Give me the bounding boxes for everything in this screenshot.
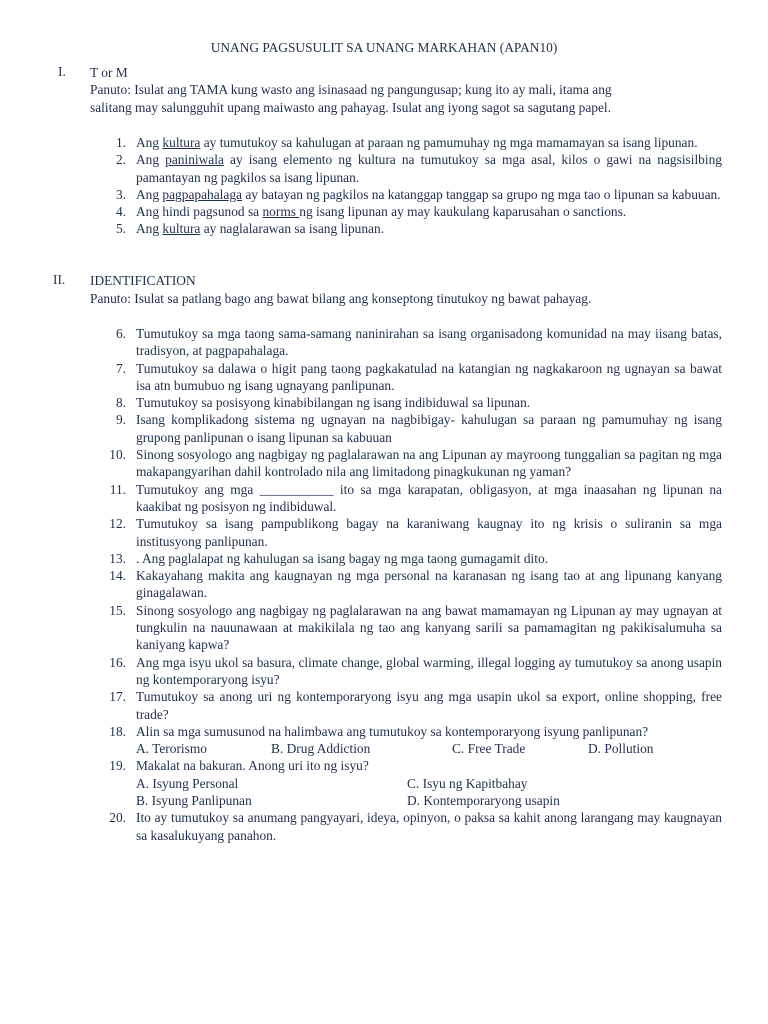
section-1-items — [0, 134, 722, 238]
section-1-heading: T or M — [90, 65, 128, 80]
option-c: C. Free Trade — [452, 741, 526, 757]
section-2-numeral: II. — [53, 272, 66, 287]
option-d: D. Pollution — [588, 741, 654, 757]
item-number: 11. — [109, 481, 126, 497]
option-d: D. Kontemporaryong usapin — [407, 793, 560, 809]
answer-options-row-2 — [136, 792, 722, 809]
list-item: 18. Alin sa mga sumusunod na halimbawa ang tumutukoy sa kontemporaryong isyung panlipunan? A. Terorismo B. Drug Addiction C. Free Trade D. Pollution — [0, 723, 722, 758]
item-number: 1. — [115, 135, 126, 150]
item-number: 2. — [115, 152, 126, 168]
list-item: 19. Makalat na bakuran. Anong uri ito ng isyu? A. Isyung Personal C. Isyu ng Kapitbahay B. Isyung Panlipunan D. Kontemporaryong usapin — [0, 757, 722, 809]
item-number: 16. — [109, 654, 126, 670]
list-item: 7. Tumutukoy sa dalawa o higit pang taong pagkakatulad na katangian ng nagkakaroon ng ugnayan sa bawat isa atn bumubuo ng isang ugnayang panlipunan. — [0, 360, 722, 395]
underlined-term: paniniwala — [165, 152, 224, 168]
option-b: B. Isyung Panlipunan — [136, 793, 252, 809]
list-item: 16. Ang mga isyu ukol sa basura, climate change, global warming, illegal logging ay tumutukoy sa anong usapin ng kontemporaryong isyu? — [0, 654, 722, 689]
option-a: A. Isyung Personal — [136, 775, 239, 791]
section-2-items — [0, 325, 722, 844]
list-item: 9. Isang komplikadong sistema ng ugnayan na nagbibigay- kahulugan sa paraan ng pamumuhay ng isang grupong panlipunan o isang lipunan sa kabuuan — [0, 411, 722, 446]
item-number: 4. — [115, 204, 126, 220]
item-number: 12. — [109, 516, 126, 532]
list-item: 1. Ang kultura ay tumutukoy sa kahulugan at paraan ng pamumuhay ng mga mamamayan sa isang lipunan. — [0, 134, 722, 151]
item-number: 8. — [115, 395, 126, 411]
page-title: UNANG PAGSUSULIT SA UNANG MARKAHAN (APAN10) — [210, 40, 558, 55]
underlined-term: kultura — [162, 135, 201, 150]
list-item: 20. Ito ay tumutukoy sa anumang pangyayari, ideya, opinyon, o paksa sa kahit anong larangang may kaugnayan sa kasalukuyang panahon. — [0, 809, 722, 844]
item-number: 15. — [109, 602, 126, 618]
list-item: 3. Ang pagpapahalaga ay batayan ng pagkilos na katanggap tanggap sa grupo ng mga tao o lipunan sa kabuuan. — [0, 186, 722, 203]
item-number: 9. — [115, 412, 126, 428]
item-number: 10. — [109, 447, 126, 463]
option-b: B. Drug Addiction — [271, 741, 371, 757]
underlined-term: pagpapahalaga — [162, 186, 242, 202]
answer-options-row-1 — [136, 775, 722, 792]
option-c: C. Isyu ng Kapitbahay — [407, 775, 528, 791]
instructions-line-1: Panuto: Isulat ang TAMA kung wasto ang isinasaad ng pangungusap; kung ito ay mali, itama ang — [90, 82, 612, 97]
list-item: 4. Ang hindi pagsunod sa norms ng isang lipunan ay may kaukulang kaparusahan o sanctions. — [0, 203, 722, 220]
list-item: 13. . Ang paglalapat ng kahulugan sa isang bagay ng mga taong gumagamit dito. — [0, 550, 722, 567]
list-item: 2. Ang paniniwala ay isang elemento ng kultura na tumutukoy sa mga asal, kilos o gawi na nagsisilbing pamantayan ng pagkilos sa isang lipunan. — [0, 151, 722, 186]
item-number: 13. — [109, 550, 126, 566]
list-item: 15. Sinong sosyologo ang nagbigay ng paglalarawan na ang bawat mamamayan ng Lipunan ay may ugnayan at tungkulin na nauunawaan at makikilala ng tao ang kanyang sarili sa pamamagitan ng pakikisalumuha sa kaniyang kapwa? — [0, 602, 722, 654]
list-item: 12. Tumutukoy sa isang pampublikong bagay na karaniwang kaugnay ito ng krisis o suliranin sa mga institusyong panlipunan. — [0, 515, 722, 550]
list-item: 8. Tumutukoy sa posisyong kinabibilangan ng isang indibiduwal sa lipunan. — [0, 394, 722, 411]
list-item: 11. Tumutukoy ang mga ___________ ito sa mga karapatan, obligasyon, at mga inaasahan ng lipunan na kaakibat ng posisyon ng indibiduwal. — [0, 481, 722, 516]
option-a: A. Terorismo — [136, 741, 207, 757]
item-number: 5. — [115, 221, 126, 237]
list-item: 14. Kakayahang makita ang kaugnayan ng mga personal na karanasan ng isang tao at ang lipunang kanyang ginagalawan. — [0, 567, 722, 602]
item-number: 3. — [115, 186, 126, 202]
answer-options — [136, 740, 722, 757]
section-1-instructions — [90, 81, 690, 116]
item-number: 6. — [115, 326, 126, 341]
list-item: 10. Sinong sosyologo ang nagbigay ng paglalarawan na ang Lipunan ay mayroong tunggalian sa pagitan ng mga makapangyarihan dahil kontrolado nila ang limitadong pinagkukunan ng yaman? — [0, 446, 722, 481]
underlined-term: kultura — [162, 221, 201, 237]
section-2-heading: IDENTIFICATION — [90, 273, 196, 288]
list-item: 17. Tumutukoy sa anong uri ng kontemporaryong isyu ang mga usapin ukol sa export, online shopping, free trade? — [0, 688, 722, 723]
underlined-term: norms — [262, 204, 300, 220]
instructions-line-2: salitang may salungguhit upang maiwasto ang pahayag. Isulat ang iyong sagot sa sagutang papel. — [90, 99, 611, 115]
item-number: 7. — [115, 360, 126, 376]
item-number: 17. — [109, 689, 126, 705]
item-number: 19. — [109, 758, 126, 774]
list-item: 6. Tumutukoy sa mga taong sama-samang naninirahan sa isang organisadong komunidad na may iisang batas, tradisyon, at pagpapahalaga. — [0, 325, 722, 360]
item-number: 18. — [109, 723, 126, 739]
item-number: 14. — [109, 568, 126, 584]
item-number: 20. — [109, 810, 126, 826]
section-1-numeral: I. — [58, 64, 66, 79]
list-item: 5. Ang kultura ay naglalarawan sa isang lipunan. — [0, 220, 722, 237]
section-2-instructions: Panuto: Isulat sa patlang bago ang bawat bilang ang konseptong tinutukoy ng bawat pahayag. — [90, 291, 592, 306]
